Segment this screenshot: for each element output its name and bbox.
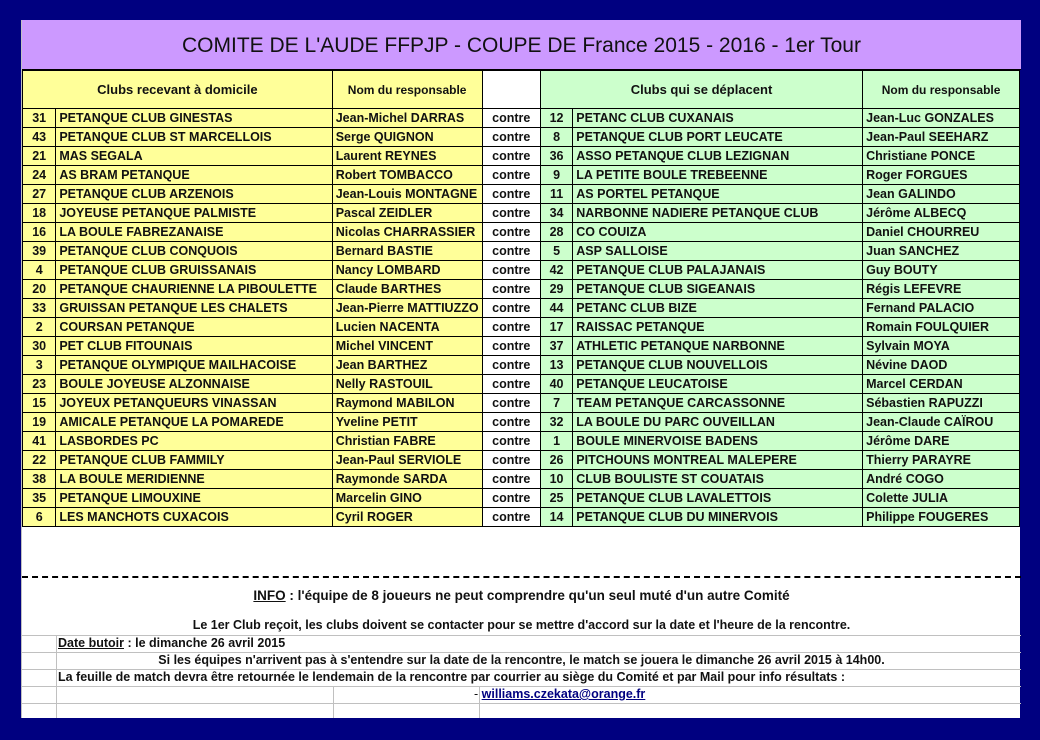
home-club: LA BOULE FABREZANAISE <box>56 223 332 242</box>
match-row <box>23 451 1020 470</box>
home-club: AS BRAM PETANQUE <box>56 166 332 185</box>
away-manager: Daniel CHOURREU <box>863 223 1020 242</box>
versus-label: contre <box>482 489 540 508</box>
match-row <box>23 432 1020 451</box>
away-manager: Jérôme ALBECQ <box>863 204 1020 223</box>
header-home-manager: Nom du responsable <box>332 71 482 109</box>
deadline-label: Date butoir <box>58 636 124 650</box>
match-row <box>23 242 1020 261</box>
versus-label: contre <box>482 508 540 527</box>
away-number: 11 <box>540 185 572 204</box>
away-number: 10 <box>540 470 572 489</box>
away-manager: Jean-Paul SEEHARZ <box>863 128 1020 147</box>
home-club: LASBORDES PC <box>56 432 332 451</box>
versus-label: contre <box>482 204 540 223</box>
versus-label: contre <box>482 375 540 394</box>
home-manager: Robert TOMBACCO <box>332 166 482 185</box>
match-row <box>23 128 1020 147</box>
versus-label: contre <box>482 413 540 432</box>
home-club: JOYEUX PETANQUEURS VINASSAN <box>56 394 332 413</box>
away-number: 17 <box>540 318 572 337</box>
home-manager: Raymond MABILON <box>332 394 482 413</box>
match-row <box>23 375 1020 394</box>
matches-table <box>22 70 1020 527</box>
home-number: 30 <box>23 337 56 356</box>
away-number: 7 <box>540 394 572 413</box>
away-number: 8 <box>540 128 572 147</box>
home-club: PETANQUE CLUB GRUISSANAIS <box>56 261 332 280</box>
away-manager: Guy BOUTY <box>863 261 1020 280</box>
home-manager: Michel VINCENT <box>332 337 482 356</box>
versus-label: contre <box>482 451 540 470</box>
home-number: 41 <box>23 432 56 451</box>
match-row <box>23 109 1020 128</box>
info-line <box>22 588 1021 603</box>
email-prefix: - <box>474 687 479 701</box>
home-number: 19 <box>23 413 56 432</box>
away-number: 34 <box>540 204 572 223</box>
match-row <box>23 470 1020 489</box>
home-manager: Jean-Michel DARRAS <box>332 109 482 128</box>
home-club: LA BOULE MERIDIENNE <box>56 470 332 489</box>
away-club: ASSO PETANQUE CLUB LEZIGNAN <box>573 147 863 166</box>
versus-label: contre <box>482 128 540 147</box>
away-club: PITCHOUNS MONTREAL MALEPERE <box>573 451 863 470</box>
match-row <box>23 185 1020 204</box>
away-manager: Marcel CERDAN <box>863 375 1020 394</box>
header-row <box>23 71 1020 109</box>
match-sheet-line: La feuille de match devra être retournée le lendemain de la rencontre par courrier au siège du Comité et par Mail pour info résultats : <box>58 670 846 684</box>
versus-label: contre <box>482 185 540 204</box>
home-number: 2 <box>23 318 56 337</box>
away-manager: André COGO <box>863 470 1020 489</box>
versus-label: contre <box>482 470 540 489</box>
home-manager: Marcelin GINO <box>332 489 482 508</box>
home-number: 6 <box>23 508 56 527</box>
header-home-clubs: Clubs recevant à domicile <box>23 71 333 109</box>
away-manager: Philippe FOUGERES <box>863 508 1020 527</box>
home-club: PETANQUE CLUB CONQUOIS <box>56 242 332 261</box>
match-row <box>23 147 1020 166</box>
match-row <box>23 223 1020 242</box>
home-number: 18 <box>23 204 56 223</box>
home-club: AMICALE PETANQUE LA POMAREDE <box>56 413 332 432</box>
home-manager: Yveline PETIT <box>332 413 482 432</box>
home-club: BOULE JOYEUSE ALZONNAISE <box>56 375 332 394</box>
away-number: 37 <box>540 337 572 356</box>
home-manager: Claude BARTHES <box>332 280 482 299</box>
away-club: PETANQUE CLUB LAVALETTOIS <box>573 489 863 508</box>
away-club: CO COUIZA <box>573 223 863 242</box>
home-manager: Jean-Paul SERVIOLE <box>332 451 482 470</box>
home-number: 3 <box>23 356 56 375</box>
away-club: LA PETITE BOULE TREBEENNE <box>573 166 863 185</box>
home-number: 27 <box>23 185 56 204</box>
match-row <box>23 508 1020 527</box>
header-versus <box>482 71 540 109</box>
away-number: 13 <box>540 356 572 375</box>
info-section <box>22 558 1021 718</box>
home-club: PETANQUE CLUB ST MARCELLOIS <box>56 128 332 147</box>
versus-label: contre <box>482 318 540 337</box>
versus-label: contre <box>482 394 540 413</box>
home-number: 38 <box>23 470 56 489</box>
home-number: 21 <box>23 147 56 166</box>
away-number: 28 <box>540 223 572 242</box>
away-number: 44 <box>540 299 572 318</box>
away-manager: Christiane PONCE <box>863 147 1020 166</box>
away-club: PETANQUE CLUB PALAJANAIS <box>573 261 863 280</box>
match-row <box>23 318 1020 337</box>
versus-label: contre <box>482 299 540 318</box>
match-row <box>23 356 1020 375</box>
home-club: MAS SEGALA <box>56 147 332 166</box>
versus-label: contre <box>482 147 540 166</box>
away-club: BOULE MINERVOISE BADENS <box>573 432 863 451</box>
away-club: PETANC CLUB BIZE <box>573 299 863 318</box>
home-manager: Jean-Pierre MATTIUZZO <box>332 299 482 318</box>
deadline-line <box>58 636 1040 650</box>
away-manager: Sylvain MOYA <box>863 337 1020 356</box>
away-number: 40 <box>540 375 572 394</box>
away-manager: Jean-Claude CAÏROU <box>863 413 1020 432</box>
away-number: 29 <box>540 280 572 299</box>
home-club: PETANQUE CHAURIENNE LA PIBOULETTE <box>56 280 332 299</box>
home-manager: Nicolas CHARRASSIER <box>332 223 482 242</box>
away-club: RAISSAC PETANQUE <box>573 318 863 337</box>
away-manager: Jean-Luc GONZALES <box>863 109 1020 128</box>
home-manager: Serge QUIGNON <box>332 128 482 147</box>
versus-label: contre <box>482 109 540 128</box>
away-number: 36 <box>540 147 572 166</box>
home-club: PETANQUE CLUB ARZENOIS <box>56 185 332 204</box>
home-manager: Laurent REYNES <box>332 147 482 166</box>
home-club: JOYEUSE PETANQUE PALMISTE <box>56 204 332 223</box>
home-club: PETANQUE LIMOUXINE <box>56 489 332 508</box>
home-number: 33 <box>23 299 56 318</box>
email-line <box>474 687 1040 701</box>
away-club: AS PORTEL PETANQUE <box>573 185 863 204</box>
away-number: 32 <box>540 413 572 432</box>
match-row <box>23 204 1020 223</box>
versus-label: contre <box>482 223 540 242</box>
home-manager: Pascal ZEIDLER <box>332 204 482 223</box>
away-manager: Sébastien RAPUZZI <box>863 394 1020 413</box>
away-number: 1 <box>540 432 572 451</box>
home-club: GRUISSAN PETANQUE LES CHALETS <box>56 299 332 318</box>
match-row <box>23 394 1020 413</box>
away-manager: Jean GALINDO <box>863 185 1020 204</box>
match-row <box>23 166 1020 185</box>
away-club: PETANQUE CLUB SIGEANAIS <box>573 280 863 299</box>
deadline-text: : le dimanche 26 avril 2015 <box>123 636 286 650</box>
versus-label: contre <box>482 356 540 375</box>
home-club: LES MANCHOTS CUXACOIS <box>56 508 332 527</box>
away-number: 5 <box>540 242 572 261</box>
versus-label: contre <box>482 166 540 185</box>
versus-label: contre <box>482 337 540 356</box>
match-row <box>23 299 1020 318</box>
versus-label: contre <box>482 280 540 299</box>
home-manager: Christian FABRE <box>332 432 482 451</box>
away-manager: Régis LEFEVRE <box>863 280 1020 299</box>
away-manager: Romain FOULQUIER <box>863 318 1020 337</box>
home-club: PETANQUE OLYMPIQUE MAILHACOISE <box>56 356 332 375</box>
home-manager: Jean BARTHEZ <box>332 356 482 375</box>
home-number: 31 <box>23 109 56 128</box>
page-title: COMITE DE L'AUDE FFPJP - COUPE DE France 2015 - 2016 - 1er Tour <box>22 20 1021 70</box>
home-number: 24 <box>23 166 56 185</box>
away-number: 26 <box>540 451 572 470</box>
home-number: 22 <box>23 451 56 470</box>
home-manager: Nelly RASTOUIL <box>332 375 482 394</box>
home-number: 35 <box>23 489 56 508</box>
away-manager: Roger FORGUES <box>863 166 1020 185</box>
home-manager: Cyril ROGER <box>332 508 482 527</box>
spreadsheet <box>21 20 1020 718</box>
away-manager: Névine DAOD <box>863 356 1020 375</box>
versus-label: contre <box>482 432 540 451</box>
home-club: PETANQUE CLUB FAMMILY <box>56 451 332 470</box>
away-number: 14 <box>540 508 572 527</box>
away-manager: Jérôme DARE <box>863 432 1020 451</box>
home-number: 15 <box>23 394 56 413</box>
info-label: INFO <box>253 588 286 603</box>
away-manager: Fernand PALACIO <box>863 299 1020 318</box>
away-club: LA BOULE DU PARC OUVEILLAN <box>573 413 863 432</box>
match-row <box>23 413 1020 432</box>
header-away-clubs: Clubs qui se déplacent <box>540 71 862 109</box>
home-manager: Raymonde SARDA <box>332 470 482 489</box>
away-club: ASP SALLOISE <box>573 242 863 261</box>
away-club: NARBONNE NADIERE PETANQUE CLUB <box>573 204 863 223</box>
away-number: 25 <box>540 489 572 508</box>
home-manager: Bernard BASTIE <box>332 242 482 261</box>
away-number: 42 <box>540 261 572 280</box>
home-manager: Nancy LOMBARD <box>332 261 482 280</box>
home-number: 23 <box>23 375 56 394</box>
home-club: COURSAN PETANQUE <box>56 318 332 337</box>
home-number: 43 <box>23 128 56 147</box>
match-row <box>23 489 1020 508</box>
home-club: PET CLUB FITOUNAIS <box>56 337 332 356</box>
away-number: 12 <box>540 109 572 128</box>
away-club: ATHLETIC PETANQUE NARBONNE <box>573 337 863 356</box>
home-number: 20 <box>23 280 56 299</box>
dashed-divider <box>22 576 1021 578</box>
home-manager: Lucien NACENTA <box>332 318 482 337</box>
away-club: CLUB BOULISTE ST COUATAIS <box>573 470 863 489</box>
away-club: PETANQUE CLUB DU MINERVOIS <box>573 508 863 527</box>
away-club: PETANQUE CLUB PORT LEUCATE <box>573 128 863 147</box>
home-number: 16 <box>23 223 56 242</box>
home-manager: Jean-Louis MONTAGNE <box>332 185 482 204</box>
away-manager: Juan SANCHEZ <box>863 242 1020 261</box>
away-club: PETANQUE CLUB NOUVELLOIS <box>573 356 863 375</box>
home-number: 4 <box>23 261 56 280</box>
info-text: : l'équipe de 8 joueurs ne peut comprendre qu'un seul muté d'un autre Comité <box>285 588 790 603</box>
match-row <box>23 337 1020 356</box>
home-club: PETANQUE CLUB GINESTAS <box>56 109 332 128</box>
match-row <box>23 280 1020 299</box>
versus-label: contre <box>482 261 540 280</box>
away-manager: Thierry PARAYRE <box>863 451 1020 470</box>
fallback-date-line: Si les équipes n'arrivent pas à s'entendre sur la date de la rencontre, le match se jouera le dimanche 26 avril 2015 à 14h00. <box>158 653 885 667</box>
away-club: PETANQUE LEUCATOISE <box>573 375 863 394</box>
match-row <box>23 261 1020 280</box>
email-link[interactable]: williams.czekata@orange.fr <box>481 687 646 701</box>
away-club: TEAM PETANQUE CARCASSONNE <box>573 394 863 413</box>
home-number: 39 <box>23 242 56 261</box>
versus-label: contre <box>482 242 540 261</box>
rules-line: Le 1er Club reçoit, les clubs doivent se contacter pour se mettre d'accord sur la date et l'heure de la rencontre. <box>192 618 851 632</box>
away-manager: Colette JULIA <box>863 489 1020 508</box>
away-club: PETANC CLUB CUXANAIS <box>573 109 863 128</box>
away-number: 9 <box>540 166 572 185</box>
header-away-manager: Nom du responsable <box>863 71 1020 109</box>
